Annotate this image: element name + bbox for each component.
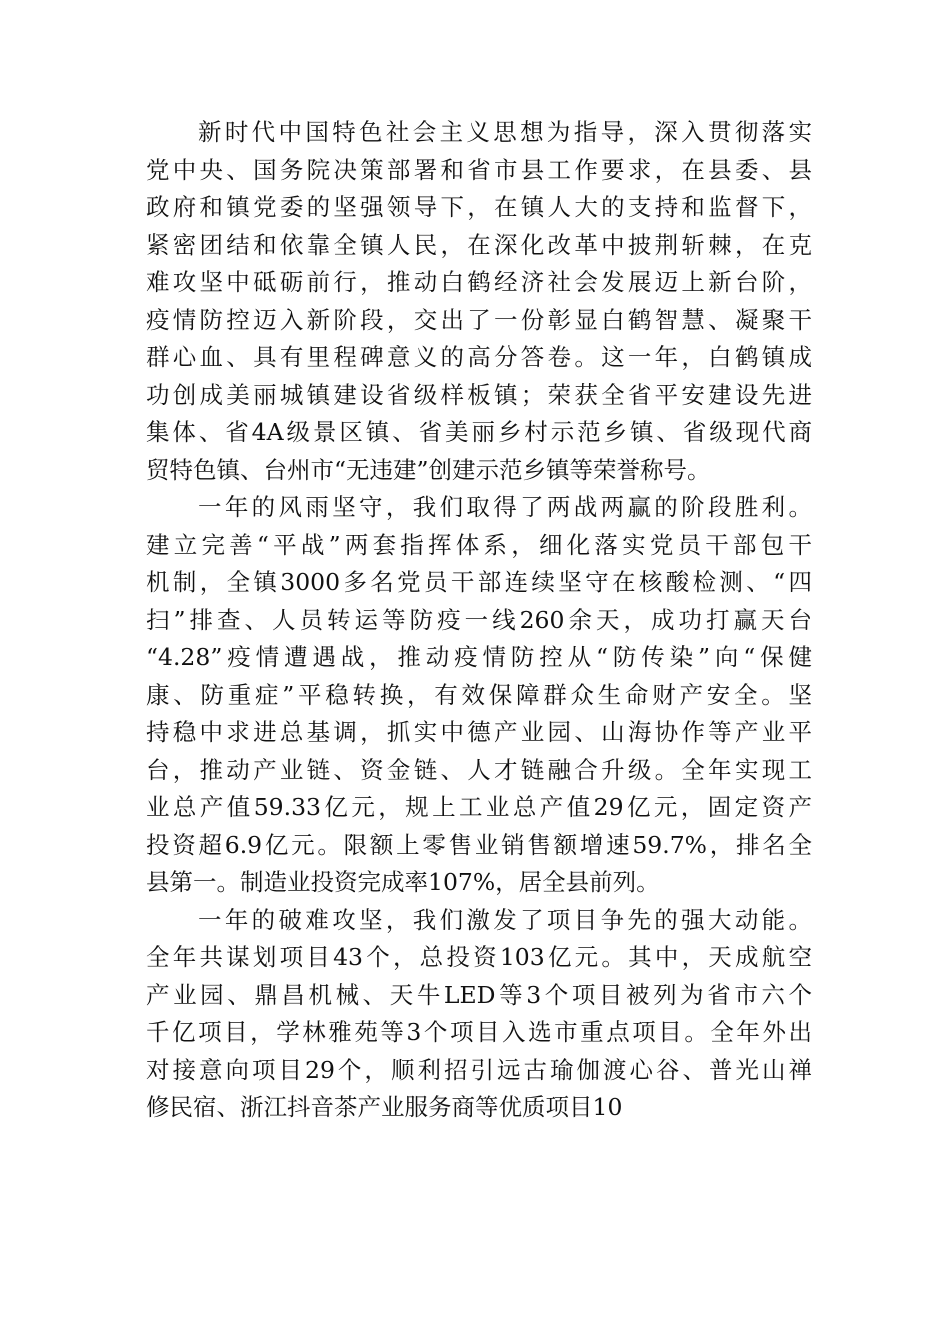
paragraph-2-line-1: 一年的风雨坚守，我们取得了两战两赢的阶段胜利。 [198,493,812,521]
paragraph-1-line-8: 功创成美丽城镇建设省级样板镇；荣获全省平安建设先进 [146,380,812,409]
paragraph-2-line-8: 台，推动产业链、资金链、人才链融合升级。全年实现工 [146,755,812,784]
paragraph-2-line-2: 建立完善“平战”两套指挥体系，细化落实党员干部包干 [146,530,812,559]
paragraph-2-line-6: 康、防重症”平稳转换，有效保障群众生命财产安全。坚 [146,680,812,709]
paragraph-2-line-11: 县第一。制造业投资完成率107%，居全县前列。 [146,868,660,896]
paragraph-1-line-2: 党中央、国务院决策部署和省市县工作要求，在县委、县 [146,155,812,184]
paragraph-3-line-3: 产业园、鼎昌机械、天牛LED等3个项目被列为省市六个 [146,980,812,1009]
paragraph-1-line-1: 新时代中国特色社会主义思想为指导，深入贯彻落实 [198,118,812,146]
paragraph-1-line-10: 贸特色镇、台州市“无违建”创建示范乡镇等荣誉称号。 [146,455,711,484]
paragraph-2-line-5: “4.28”疫情遭遇战，推动疫情防控从“防传染”向“保健 [146,643,812,671]
paragraph-1-line-4: 紧密团结和依靠全镇人民，在深化改革中披荆斩棘，在克 [146,230,812,259]
paragraph-1-line-5: 难攻坚中砥砺前行，推动白鹤经济社会发展迈上新台阶， [146,268,812,296]
paragraph-2-line-9: 业总产值59.33亿元，规上工业总产值29亿元，固定资产 [146,793,812,821]
paragraph-3-line-2: 全年共谋划项目43个，总投资103亿元。其中，天成航空 [146,943,812,971]
paragraph-2-line-4: 扫”排查、人员转运等防疫一线260余天，成功打赢天台 [146,605,812,634]
paragraph-1-line-9: 集体、省4A级景区镇、省美丽乡村示范乡镇、省级现代商 [146,418,812,446]
paragraph-1-line-6: 疫情防控迈入新阶段，交出了一份彰显白鹤智慧、凝聚干 [146,305,812,334]
paragraph-2-line-7: 持稳中求进总基调，抓实中德产业园、山海协作等产业平 [146,718,812,746]
paragraph-3-line-1: 一年的破难攻坚，我们激发了项目争先的强大动能。 [198,905,812,934]
paragraph-3-line-5: 对接意向项目29个，顺利招引远古瑜伽渡心谷、普光山禅 [146,1055,812,1084]
paragraph-3-line-4: 千亿项目，学林雅苑等3个项目入选市重点项目。全年外出 [146,1018,812,1046]
document-body [146,114,812,1127]
paragraph-1-line-3: 政府和镇党委的坚强领导下，在镇人大的支持和监督下， [146,193,812,221]
paragraph-3-line-6: 修民宿、浙江抖音茶产业服务商等优质项目10 [146,1093,623,1121]
paragraph-2-line-10: 投资超6.9亿元。限额上零售业销售额增速59.7%，排名全 [146,830,812,859]
paragraph-1-line-7: 群心血、具有里程碑意义的高分答卷。这一年，白鹤镇成 [146,343,812,371]
paragraph-2-line-3: 机制，全镇3000多名党员干部连续坚守在核酸检测、“四 [146,568,812,596]
